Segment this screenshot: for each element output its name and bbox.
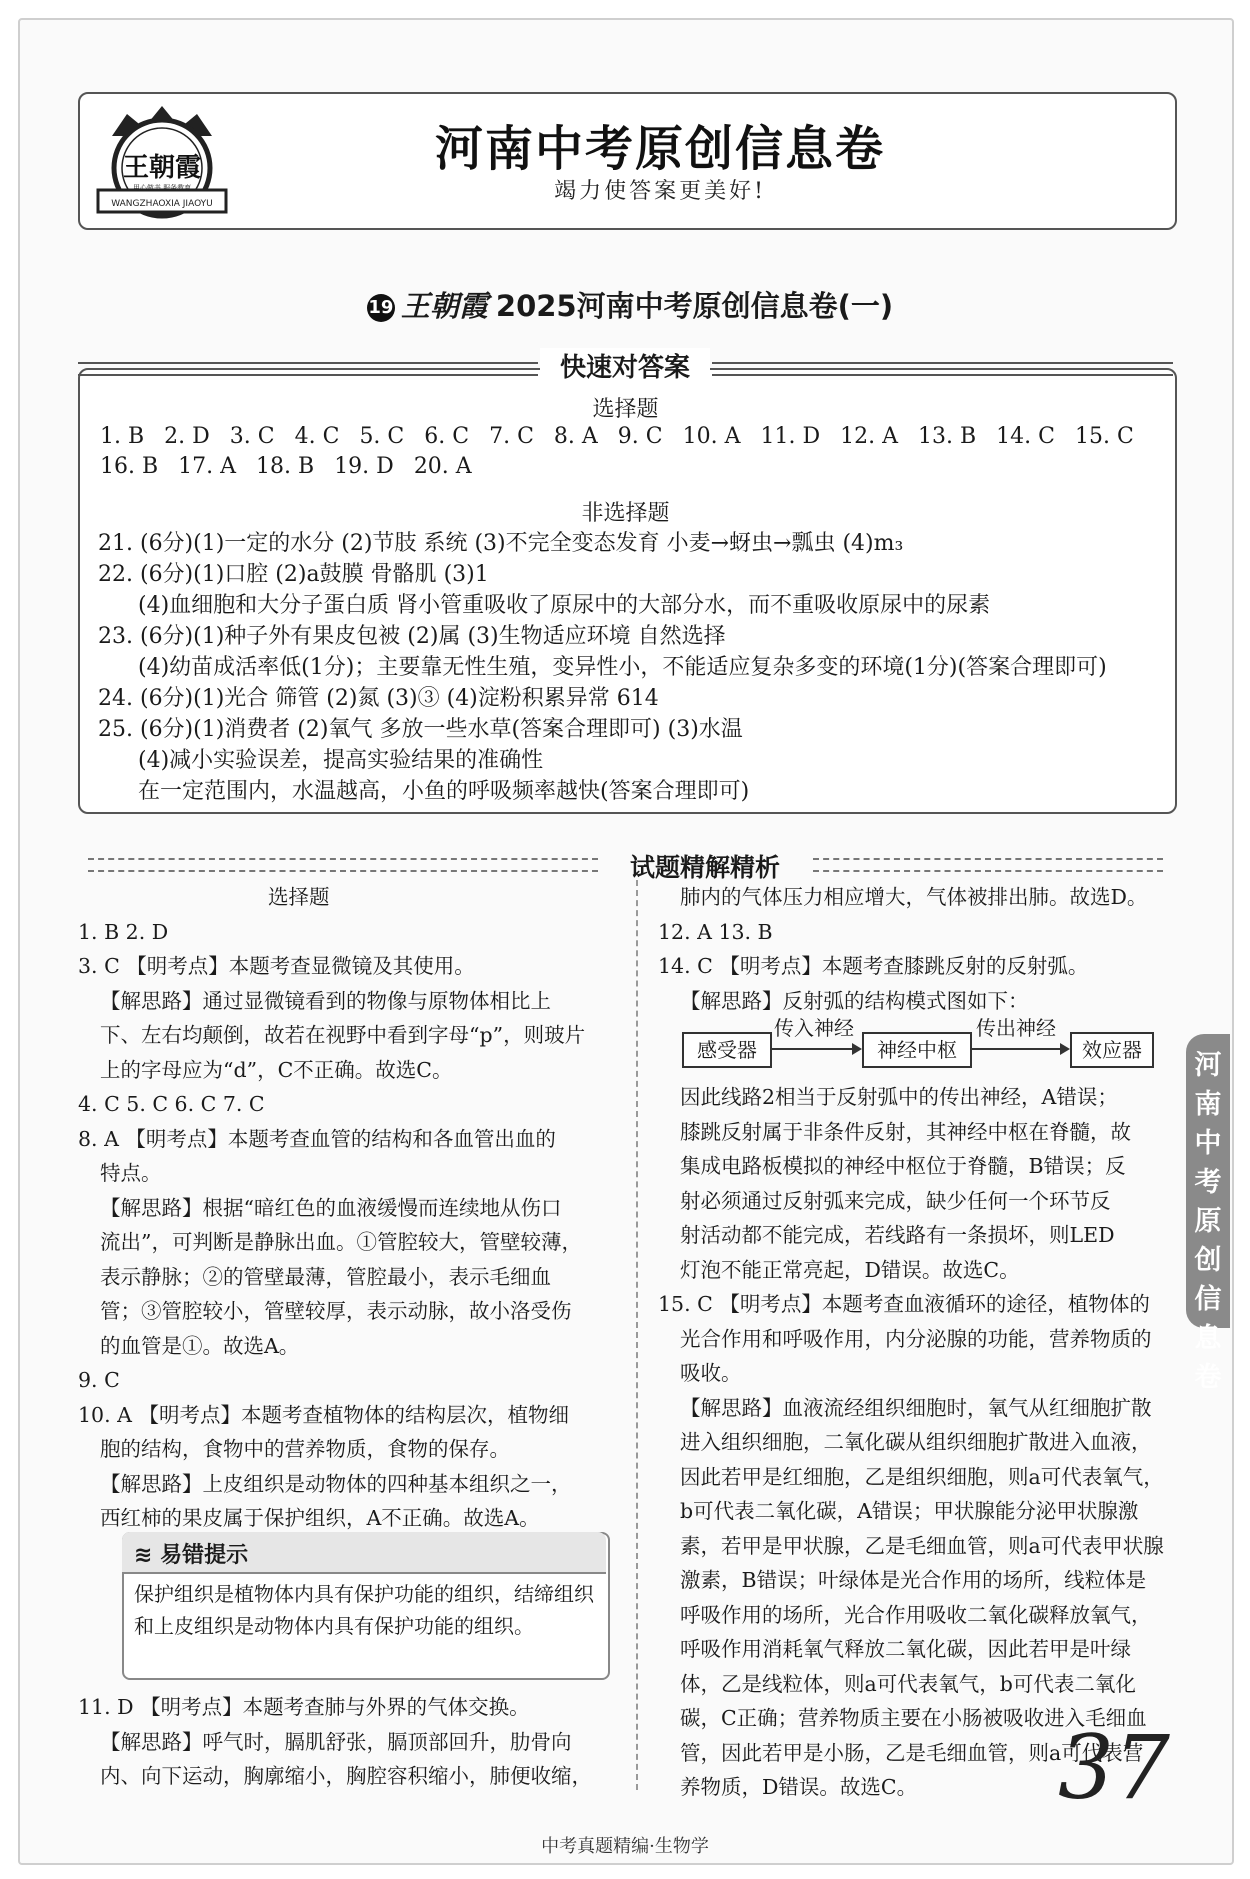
answer-line: (4)幼苗成活率低(1分)；主要靠无性生殖，变异性小，不能适应复杂多变的环境(1分)(答案合理即可) bbox=[138, 655, 1107, 680]
mc-answer: 3. C bbox=[229, 424, 275, 449]
mc-answer: 8. A bbox=[553, 424, 598, 449]
mc-answer: 1. B bbox=[100, 424, 145, 449]
brand-logo bbox=[92, 96, 232, 224]
diagram-box-center: 神经中枢 bbox=[862, 1032, 972, 1068]
page-footer: 中考真题精编·生物学 bbox=[541, 1836, 709, 1857]
analysis-line: 【解思路】呼气时，膈肌舒张，膈顶部回升，肋骨向 bbox=[100, 1729, 572, 1754]
mc-answer: 13. B bbox=[918, 424, 977, 449]
analysis-line: 上的字母应为“d”，C不正确。故选C。 bbox=[100, 1057, 453, 1082]
page-title: 河南中考原创信息卷 bbox=[434, 121, 885, 177]
mc-answer: 16. B bbox=[100, 454, 159, 479]
answer-line: 22. (6分)(1)口腔 (2)a鼓膜 骨骼肌 (3)1 bbox=[98, 562, 489, 587]
divider-wave-left bbox=[88, 858, 598, 872]
error-tip-text: 保护组织是植物体内具有保护功能的组织，结缔组织和上皮组织是动物体内具有保护功能的组织。 bbox=[134, 1582, 594, 1638]
nonmc-label: 非选择题 bbox=[581, 501, 670, 526]
wave-icon: ≋ bbox=[134, 1543, 161, 1568]
analysis-line: 管，因此若甲是小肠，乙是毛细血管，则a可代表营 bbox=[680, 1740, 1144, 1765]
analysis-title: 试题精解精析 bbox=[610, 848, 800, 884]
paper-number-badge: 19 bbox=[367, 294, 395, 322]
slogan: 竭力使答案更美好! bbox=[554, 179, 766, 204]
analysis-line: 呼吸作用消耗氧气释放二氧化碳，因此若甲是叶绿 bbox=[680, 1637, 1131, 1661]
analysis-line: 表示静脉；②的管壁最薄，管腔最小，表示毛细血 bbox=[100, 1264, 551, 1289]
analysis-line: 肺内的气体压力相应增大，气体被排出肺。故选D。 bbox=[680, 885, 1148, 909]
analysis-line: 膝跳反射属于非条件反射，其神经中枢在脊髓，故 bbox=[680, 1119, 1131, 1144]
analysis-line: 15. C 【明考点】本题考查血液循环的途径，植物体的 bbox=[658, 1292, 1150, 1316]
analysis-line: 14. C 【明考点】本题考查膝跳反射的反射弧。 bbox=[658, 954, 1089, 978]
mc-answer: 18. B bbox=[256, 454, 315, 479]
right-column-top bbox=[658, 880, 1178, 1018]
mc-answer: 19. D bbox=[334, 454, 394, 479]
mc-answer: 4. C bbox=[294, 424, 340, 449]
diagram-arrow-label: 传入神经 bbox=[774, 1016, 854, 1040]
mc-answer: 10. A bbox=[682, 424, 741, 449]
analysis-line: 集成电路板模拟的神经中枢位于脊髓，B错误；反 bbox=[680, 1154, 1126, 1178]
analysis-line: 体，乙是线粒体，则a可代表氧气，b可代表二氧化 bbox=[680, 1671, 1136, 1696]
analysis-line: 内、向下运动，胸廓缩小，胸腔容积缩小，肺便收缩， bbox=[100, 1764, 592, 1788]
analysis-line: 【解思路】反射弧的结构模式图如下： bbox=[680, 988, 1029, 1013]
diagram-arrow-label: 传出神经 bbox=[976, 1016, 1056, 1040]
analysis-line: 光合作用和呼吸作用，内分泌腺的功能，营养物质的 bbox=[680, 1326, 1152, 1351]
analysis-line: 素，若甲是甲状腺，乙是毛细血管，则a可代表甲状腺 bbox=[680, 1533, 1164, 1558]
analysis-line: 的血管是①。故选A。 bbox=[100, 1333, 300, 1358]
left-section-label: 选择题 bbox=[268, 885, 330, 909]
analysis-line: b可代表二氧化碳，A错误；甲状腺能分泌甲状腺激 bbox=[680, 1499, 1139, 1523]
analysis-line: 1. B 2. D bbox=[78, 919, 169, 944]
analysis-line: 【解思路】通过显微镜看到的物像与原物体相比上 bbox=[100, 988, 551, 1013]
mc-label: 选择题 bbox=[592, 397, 659, 422]
analysis-line: 4. C 5. C 6. C 7. C bbox=[78, 1092, 265, 1116]
reflex-arc-diagram bbox=[682, 1016, 1152, 1072]
mc-row-2 bbox=[100, 454, 472, 479]
analysis-line: 射必须通过反射弧来完成，缺少任何一个环节反 bbox=[680, 1188, 1111, 1213]
mc-answer: 17. A bbox=[178, 454, 237, 479]
mc-answer: 7. C bbox=[489, 424, 534, 449]
mc-answer: 15. C bbox=[1074, 424, 1134, 449]
analysis-line: 因此若甲是红细胞，乙是组织细胞，则a可代表氧气， bbox=[680, 1464, 1164, 1489]
answer-bar-right bbox=[712, 362, 1173, 376]
analysis-line: 胞的结构，食物中的营养物质，食物的保存。 bbox=[100, 1437, 510, 1461]
logo-text: 王朝霞 bbox=[122, 153, 202, 183]
column-separator bbox=[636, 880, 638, 1790]
analysis-line: 【解思路】根据“暗红色的血液缓慢而连续地从伤口 bbox=[100, 1195, 562, 1220]
mc-answer: 12. A bbox=[840, 424, 898, 449]
analysis-divider bbox=[78, 848, 1173, 882]
answer-line: 21. (6分)(1)一定的水分 (2)节肢 系统 (3)不完全变态发育 小麦→蚜虫→瓢虫 (4)m₃ bbox=[98, 531, 904, 556]
analysis-line: 流出”，可判断是静脉出血。①管腔较大，管壁较薄， bbox=[100, 1230, 582, 1254]
mc-answer: 5. C bbox=[359, 424, 405, 449]
mc-answer: 11. D bbox=[760, 424, 821, 449]
answer-bar-left bbox=[78, 362, 538, 376]
diagram-arrow bbox=[770, 1048, 860, 1050]
answer-line: (4)减小实验误差，提高实验结果的准确性 bbox=[138, 748, 544, 773]
answer-line: 23. (6分)(1)种子外有果皮包被 (2)属 (3)生物适应环境 自然选择 bbox=[98, 624, 726, 649]
answer-line: 24. (6分)(1)光合 筛管 (2)氮 (3)③ (4)淀粉积累异常 614 bbox=[98, 686, 659, 711]
analysis-line: 特点。 bbox=[100, 1161, 162, 1185]
answer-line: 25. (6分)(1)消费者 (2)氧气 多放一些水草(答案合理即可) (3)水温 bbox=[98, 717, 743, 742]
analysis-line: 西红柿的果皮属于保护组织，A不正确。故选A。 bbox=[100, 1506, 540, 1530]
analysis-line: 呼吸作用的场所，光合作用吸收二氧化碳释放氧气， bbox=[680, 1602, 1152, 1627]
analysis-line: 因此线路2相当于反射弧中的传出神经，A错误； bbox=[680, 1085, 1118, 1109]
logo-subtext: 用心做书 服务教育 bbox=[132, 184, 192, 192]
mc-answer: 2. D bbox=[164, 424, 210, 449]
analysis-line: 养物质，D错误。故选C。 bbox=[680, 1775, 918, 1799]
analysis-line: 激素，B错误；叶绿体是光合作用的场所，线粒体是 bbox=[680, 1568, 1147, 1592]
diagram-box-effector: 效应器 bbox=[1070, 1032, 1154, 1068]
analysis-line: 进入组织细胞，二氧化碳从组织细胞扩散进入血液， bbox=[680, 1430, 1152, 1454]
subtitle-text: 2025河南中考原创信息卷(一) bbox=[495, 289, 894, 323]
analysis-line: 下、左右均颠倒，故若在视野中看到字母“p”，则玻片 bbox=[100, 1023, 586, 1047]
mc-row-1 bbox=[100, 424, 1134, 449]
page-number: 37 bbox=[1058, 1716, 1170, 1819]
paper-subtitle bbox=[330, 284, 930, 325]
analysis-line: 8. A 【明考点】本题考查血管的结构和各血管出血的 bbox=[78, 1126, 556, 1151]
analysis-line: 12. A 13. B bbox=[658, 919, 773, 944]
left-column-bottom bbox=[78, 1690, 618, 1794]
error-tip-title bbox=[134, 1538, 248, 1569]
analysis-line: 11. D 【明考点】本题考查肺与外界的气体交换。 bbox=[78, 1695, 530, 1719]
right-column-bottom bbox=[658, 1080, 1178, 1805]
error-tip-title-text: 易错提示 bbox=[160, 1543, 249, 1568]
diagram-box-receptor: 感受器 bbox=[682, 1032, 772, 1068]
analysis-line: 10. A 【明考点】本题考查植物体的结构层次，植物细 bbox=[78, 1402, 569, 1427]
mc-answer: 6. C bbox=[424, 424, 470, 449]
analysis-line: 【解思路】血液流经组织细胞时，氧气从红细胞扩散 bbox=[680, 1395, 1152, 1420]
answer-line: 在一定范围内，水温越高，小鱼的呼吸频率越快(答案合理即可) bbox=[138, 779, 750, 804]
left-column bbox=[78, 880, 618, 1536]
analysis-line: 射活动都不能完成，若线路有一条损坏，则LED bbox=[680, 1223, 1115, 1247]
mc-answer: 20. A bbox=[413, 454, 472, 479]
diagram-arrow bbox=[970, 1048, 1068, 1050]
analysis-line: 【解思路】上皮组织是动物体的四种基本组织之一， bbox=[100, 1471, 572, 1496]
logo-ring-text: WANGZHAOXIA JIAOYU bbox=[111, 199, 213, 209]
side-tab-text: 河南中考原创信息卷 bbox=[1194, 1050, 1222, 1393]
divider-wave-right bbox=[813, 858, 1163, 872]
mc-answer: 9. C bbox=[617, 424, 663, 449]
analysis-line: 吸收。 bbox=[680, 1361, 742, 1385]
quick-answer-title: 快速对答案 bbox=[540, 348, 710, 388]
analysis-line: 3. C 【明考点】本题考查显微镜及其使用。 bbox=[78, 954, 475, 978]
subtitle-brand: 王朝霞 bbox=[400, 289, 488, 323]
mc-answer: 14. C bbox=[996, 424, 1055, 449]
analysis-line: 管；③管腔较小，管壁较厚，表示动脉，故小洛受伤 bbox=[100, 1299, 572, 1323]
answer-line: (4)血细胞和大分子蛋白质 肾小管重吸收了原尿中的大部分水，而不重吸收原尿中的尿素 bbox=[138, 593, 991, 618]
analysis-line: 9. C bbox=[78, 1368, 120, 1392]
analysis-line: 碳，C正确；营养物质主要在小肠被吸收进入毛细血 bbox=[680, 1706, 1147, 1730]
analysis-line: 灯泡不能正常亮起，D错误。故选C。 bbox=[680, 1257, 1020, 1282]
